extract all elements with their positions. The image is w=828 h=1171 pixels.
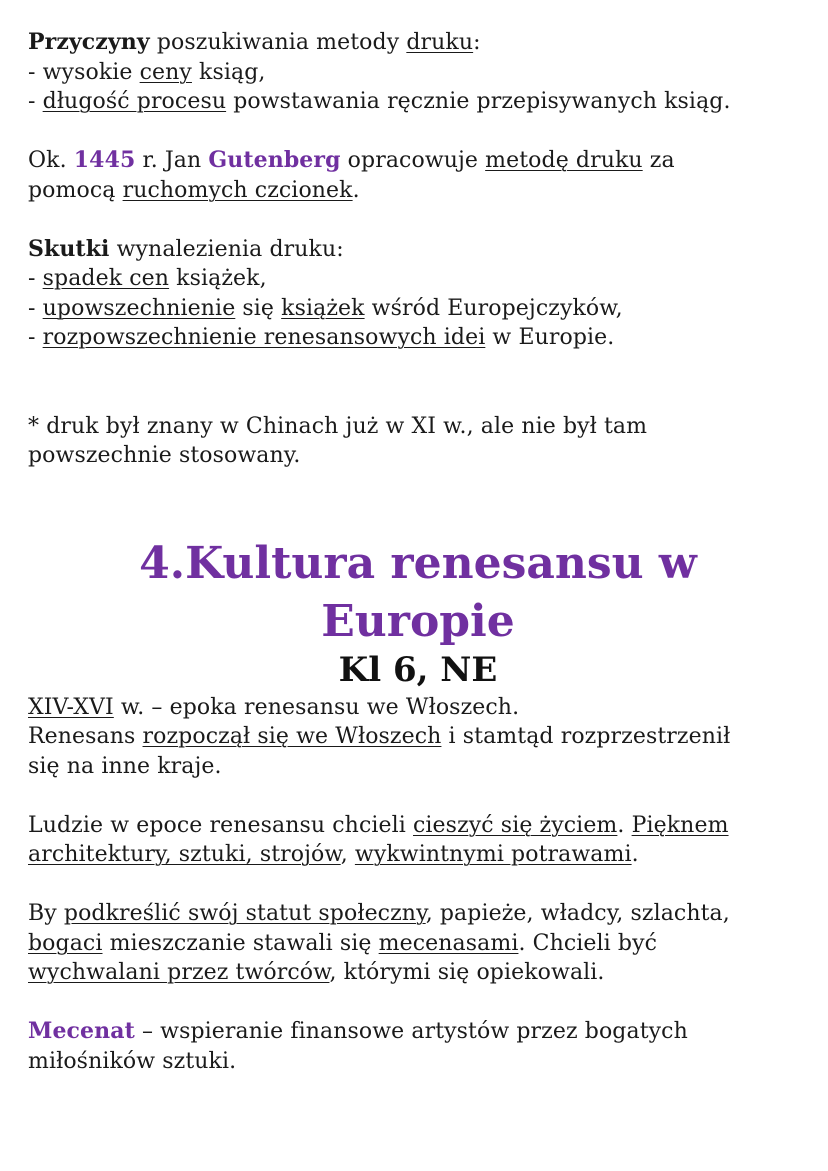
epoch-line-3: się na inne kraje. [28, 753, 222, 779]
name-highlight: Gutenberg [208, 147, 341, 173]
text-segment: - [28, 325, 43, 350]
effect-item-3 [28, 323, 808, 353]
underlined-term: rozpowszechnienie renesansowych idei [42, 325, 486, 350]
note-line-2: powszechnie stosowany. [28, 443, 301, 468]
text-segment: za [642, 148, 675, 173]
section-title-line-2: Europie [321, 595, 515, 647]
definition-line-1 [28, 1017, 808, 1047]
underlined-term: cieszyć się życiem [413, 812, 618, 838]
text-segment: . Chcieli być [518, 930, 658, 956]
epoch-line-2 [28, 722, 808, 752]
text-segment: wśród Europejczyków, [364, 295, 623, 321]
text-segment: pomocą [28, 177, 123, 203]
life-line-2 [28, 840, 808, 870]
spacer [28, 870, 808, 900]
effect-item-1 [28, 264, 808, 294]
underlined-term: ceny [139, 59, 192, 85]
year-highlight: 1445 [73, 147, 136, 173]
effect-item-2 [28, 294, 808, 324]
patron-line-2 [28, 929, 808, 959]
text-segment: - [28, 266, 43, 291]
patron-line-1 [28, 899, 808, 929]
document-page [28, 28, 808, 1076]
text-segment: . [617, 812, 632, 838]
definition-term: Mecenat [28, 1018, 135, 1044]
gutenberg-line-2 [28, 176, 808, 206]
underlined-term: bogaci [28, 930, 103, 956]
underlined-term: długość procesu [42, 89, 227, 114]
text-segment: w Europie. [485, 325, 615, 350]
section-title-line-1: 4.Kultura renesansu w [139, 537, 697, 589]
text-segment: . [352, 177, 360, 203]
text-segment: : [473, 30, 481, 55]
text-segment: mieszczanie stawali się [102, 930, 379, 956]
underlined-term: metodę druku [485, 148, 643, 173]
text-segment: i stamtąd rozprzestrzenił [441, 724, 731, 749]
spacer [28, 471, 808, 535]
underlined-term: upowszechnienie [42, 295, 236, 321]
text-segment: Renesans [28, 724, 143, 749]
underlined-term: ruchomych czcionek [122, 177, 353, 203]
underlined-term: wykwintnymi potrawami [354, 842, 632, 867]
underlined-term: druku [406, 30, 474, 55]
underlined-term: rozpoczął się we Włoszech [142, 724, 442, 749]
definition-line-2: miłośników sztuki. [28, 1048, 237, 1074]
underlined-term: architektury, sztuki, strojów [28, 842, 341, 867]
text-segment: - [28, 295, 43, 321]
spacer [28, 205, 808, 235]
text-segment: wynalezienia druku: [109, 236, 344, 262]
underlined-term: XIV-XVI [28, 694, 114, 720]
underlined-term: Pięknem [631, 812, 729, 838]
text-segment: - [28, 89, 43, 114]
underlined-term: spadek cen [42, 266, 170, 291]
text-segment: , papieże, władcy, szlachta, [425, 901, 730, 926]
patron-line-3 [28, 958, 808, 988]
text-segment: się [235, 295, 282, 321]
cause-item-price [28, 58, 808, 88]
gutenberg-line-1 [28, 146, 808, 176]
text-segment: . [631, 842, 639, 867]
underlined-term: wychwalani przez twórców [28, 960, 330, 985]
life-line-1 [28, 811, 808, 841]
section-subtitle: Kl 6, NE [338, 649, 498, 690]
spacer [28, 988, 808, 1018]
effects-heading-line [28, 235, 808, 265]
text-segment: opracowuje [340, 148, 486, 173]
text-segment: r. Jan [135, 148, 209, 173]
spacer [28, 781, 808, 811]
text-segment: – wspieranie finansowe artystów przez bogatych [134, 1019, 688, 1044]
effects-label: Skutki [28, 235, 110, 262]
text-segment: poszukiwania metody [149, 30, 407, 55]
text-segment: , którymi się opiekowali. [329, 960, 605, 985]
text-segment: książek, [169, 266, 267, 291]
spacer [28, 117, 808, 147]
underlined-term: książek [281, 295, 365, 321]
text-segment: Ok. [28, 148, 74, 173]
underlined-term: podkreślić swój statut społeczny [63, 901, 426, 926]
text-segment: By [28, 901, 64, 926]
causes-heading-line [28, 28, 808, 58]
spacer [28, 353, 808, 412]
causes-label: Przyczyny [28, 29, 150, 55]
text-segment: ksiąg, [191, 59, 266, 85]
note-line-1: * druk był znany w Chinach już w XI w., ale nie był tam [28, 413, 648, 439]
text-segment: w. – epoka renesansu we Włoszech. [113, 694, 520, 720]
underlined-term: mecenasami [378, 930, 519, 956]
text-segment: powstawania ręcznie przepisywanych ksiąg. [226, 89, 731, 114]
cause-item-duration [28, 87, 808, 117]
text-segment: - wysokie [28, 59, 140, 85]
epoch-line-1 [28, 693, 808, 723]
text-segment: Ludzie w epoce renesansu chcieli [28, 812, 413, 838]
text-segment: , [340, 842, 355, 867]
